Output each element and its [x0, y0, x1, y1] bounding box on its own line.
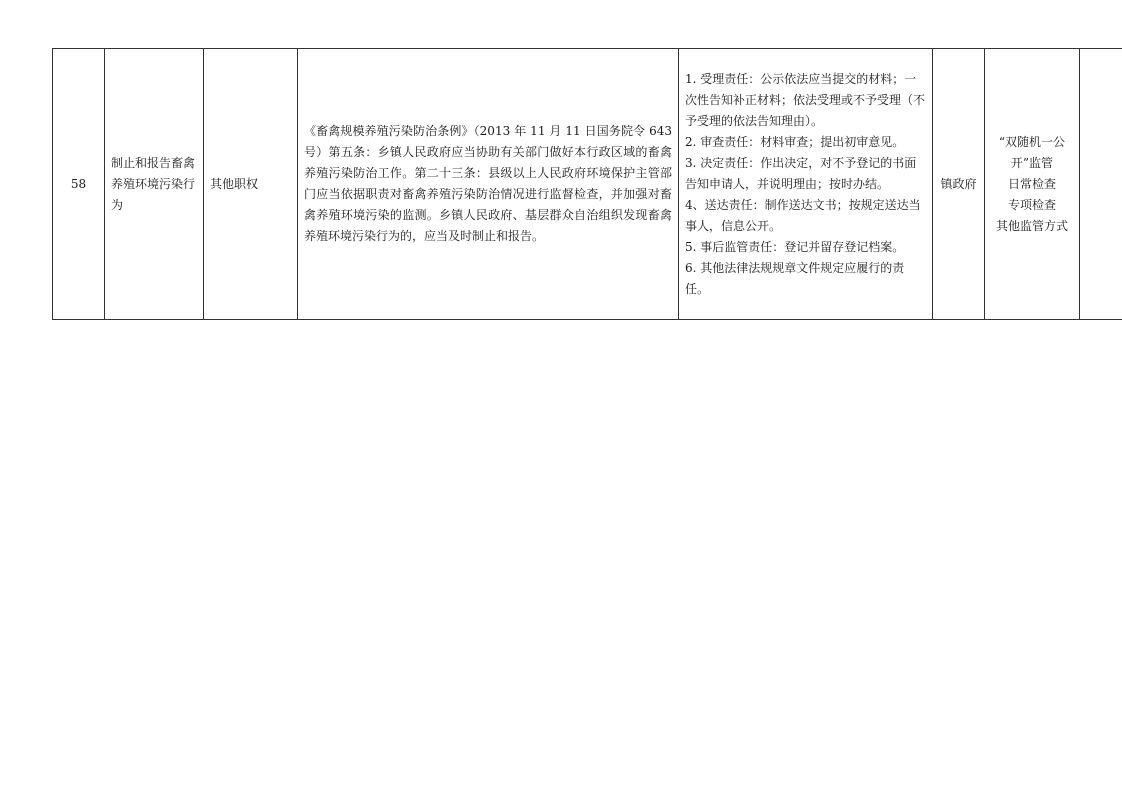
supervision-method: “双随机一公开”监管 — [998, 134, 1066, 170]
row-number-cell: 58 — [53, 49, 105, 320]
table-row — [53, 49, 1122, 320]
legal-basis-cell: 《畜禽规模养殖污染防治条例》（2013 年 11 月 11 日国务院令 643 号）第五条：乡镇人民政府应当协助有关部门做好本行政区域的畜禽养殖污染防治工作。第二十三条：县级以上人民政府环境保护主管部门应当依据职责对畜禽养殖污染防治情况进行监督检查，并加强对畜禽养殖环境污染的监测。乡镇人民政府、基层群众自治组织发现畜禽养殖环境污染行为的，应当及时制止和报告。 — [298, 49, 679, 320]
responsibility-item: 1. 受理责任：公示依法应当提交的材料；一次性告知补正材料；依法受理或不予受理（不予受理的依法告知理由）。 — [685, 71, 926, 128]
responsibility-item: 5. 事后监管责任：登记并留存登记档案。 — [685, 239, 905, 254]
supervision-method: 专项检查 — [1007, 197, 1056, 212]
responsibility-table-container — [52, 48, 1070, 320]
responsibility-item: 6. 其他法律法规规章文件规定应履行的责任。 — [685, 260, 905, 296]
item-name-cell: 制止和报告畜禽养殖环境污染行为 — [105, 49, 204, 320]
remarks-cell — [1080, 49, 1122, 320]
responsibility-item: 2. 审查责任：材料审查；提出初审意见。 — [685, 134, 905, 149]
responsible-body-cell: 镇政府 — [933, 49, 985, 320]
supervision-methods-cell — [985, 49, 1080, 320]
power-type-cell: 其他职权 — [204, 49, 298, 320]
responsibilities-cell — [679, 49, 933, 320]
responsibility-item: 3. 决定责任：作出决定，对不予登记的书面告知申请人，并说明理由；按时办结。 — [685, 155, 917, 191]
supervision-method: 其他监管方式 — [995, 218, 1068, 233]
supervision-method: 日常检查 — [1007, 176, 1056, 191]
responsibility-item: 4、送达责任：制作送达文书；按规定送达当事人，信息公开。 — [685, 197, 921, 233]
responsibility-table — [52, 48, 1122, 320]
